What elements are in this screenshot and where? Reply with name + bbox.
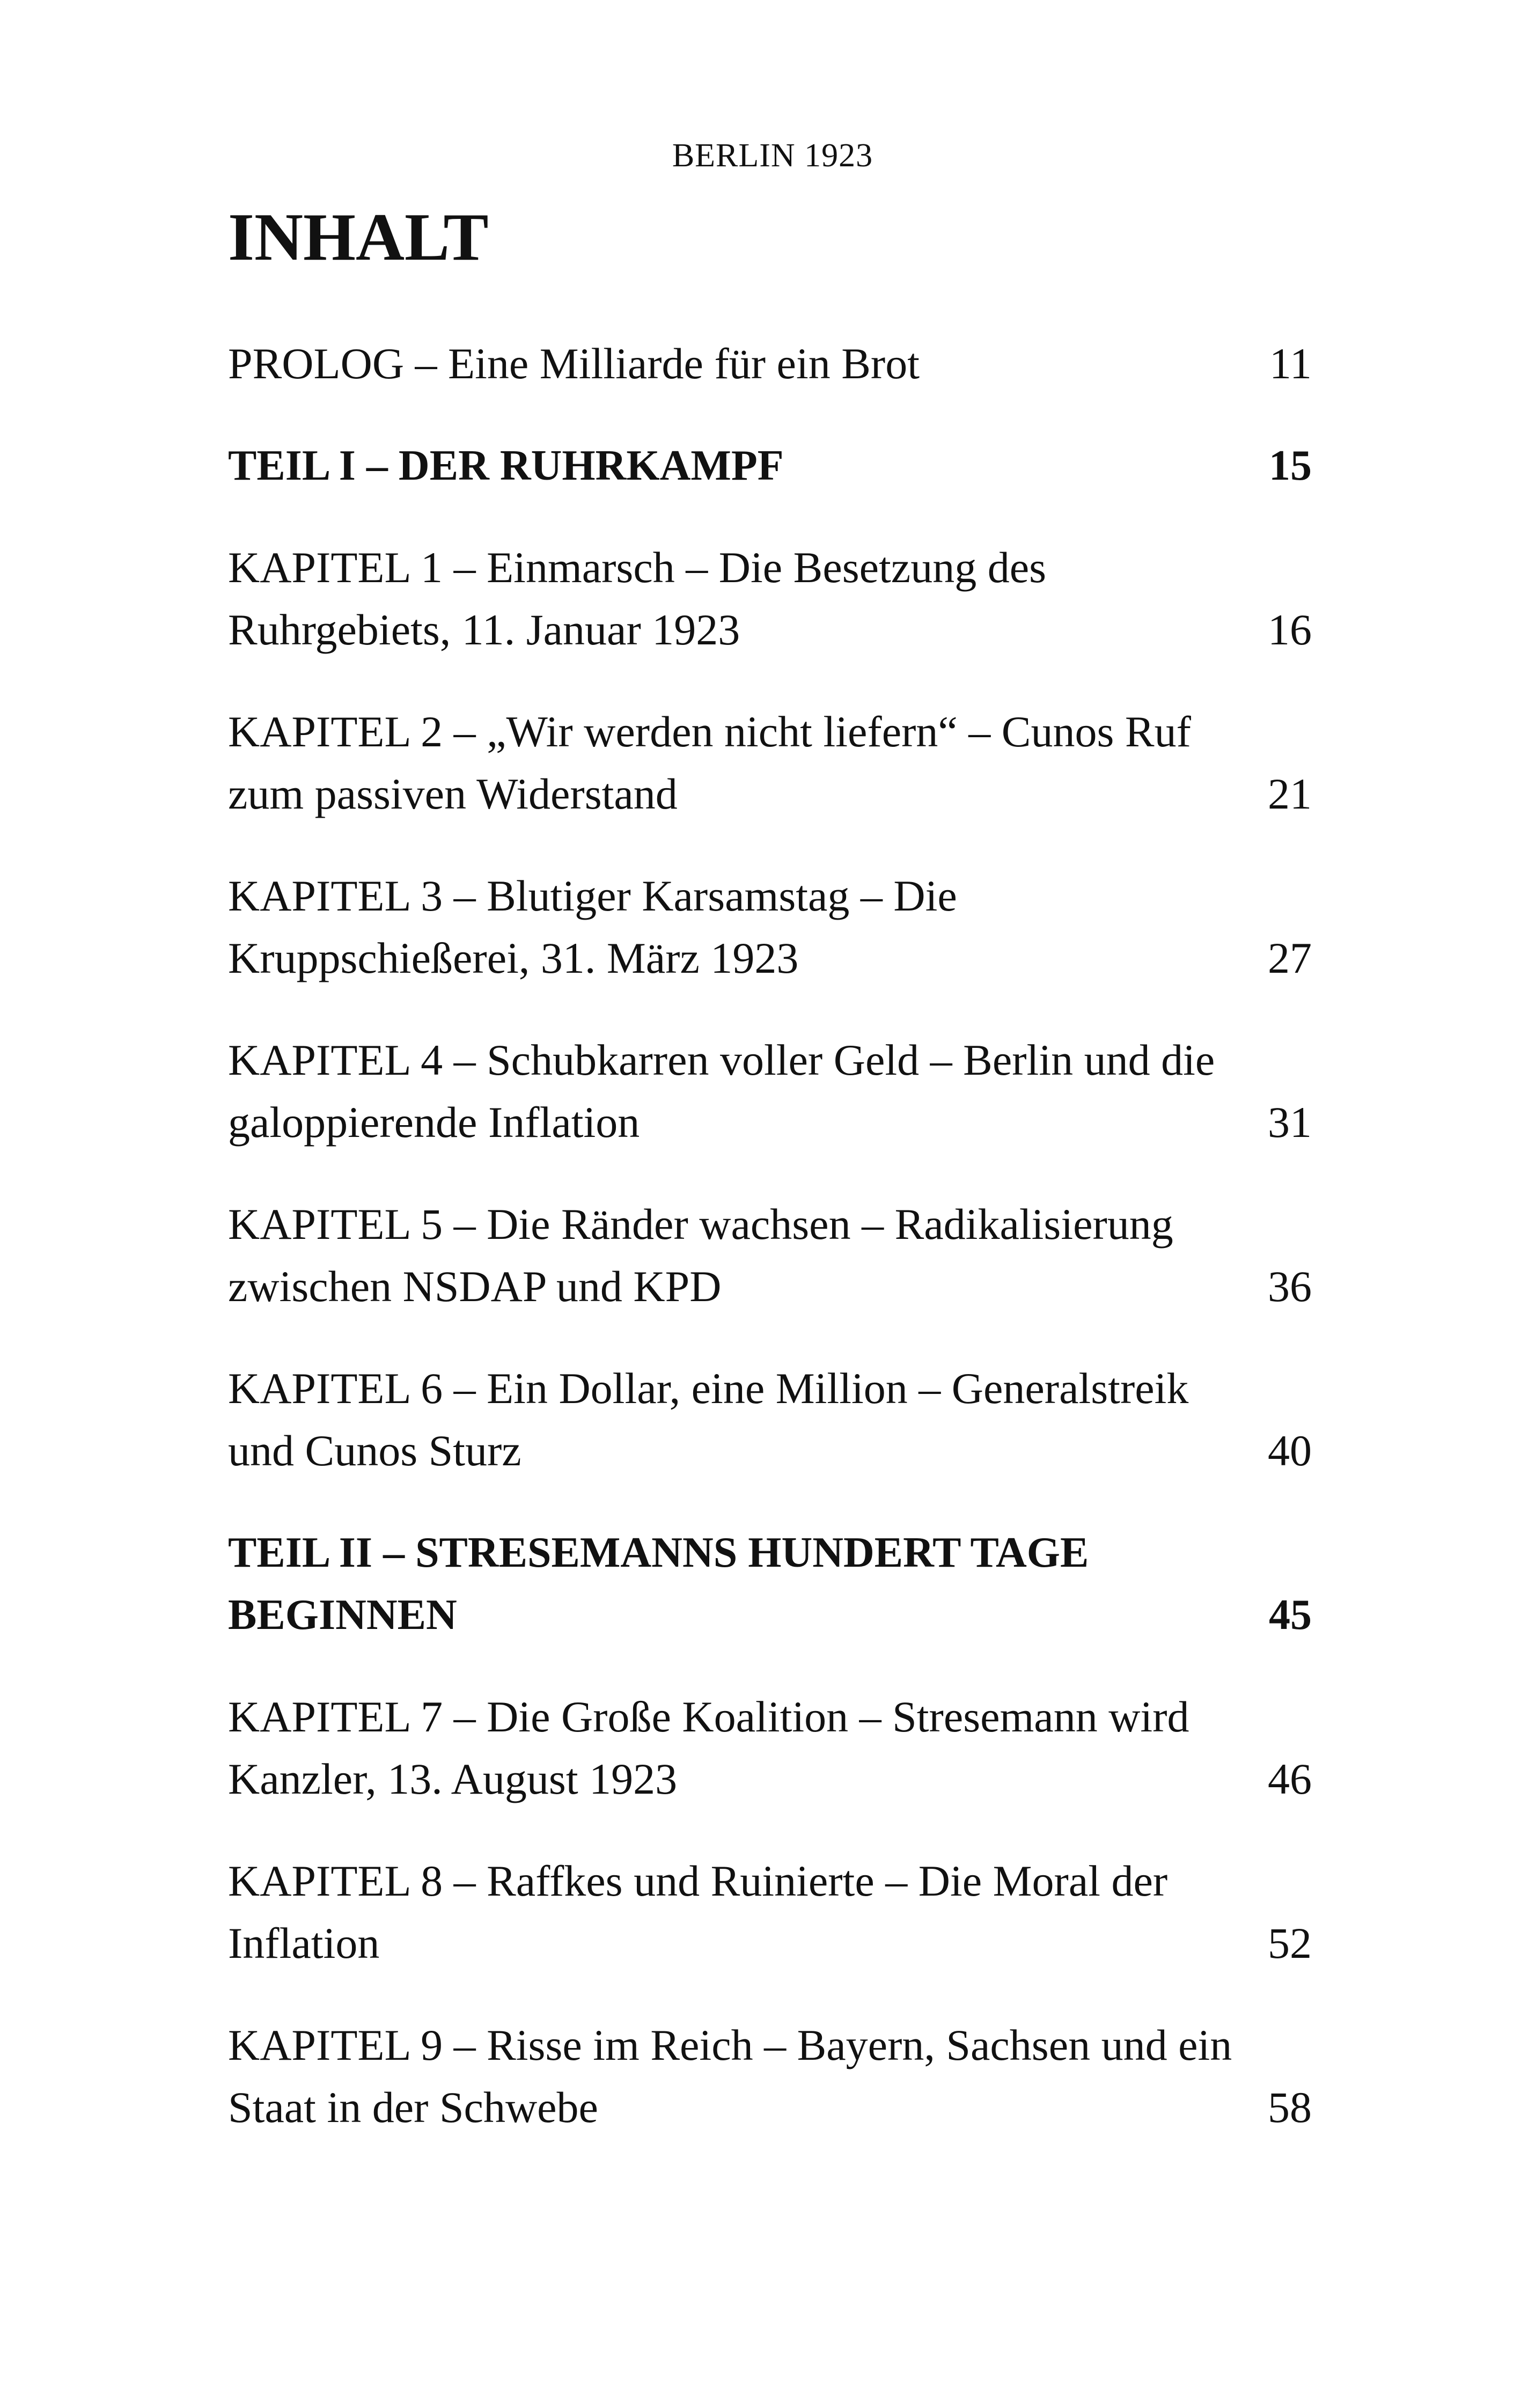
- toc-entry-title: KAPITEL 4 – Schubkarren voller Geld – Berlin und die galoppierende Inflation: [228, 1036, 1215, 1147]
- toc-entry-chapter-5: [228, 1193, 1317, 1318]
- toc-entry-chapter-2: [228, 701, 1317, 825]
- page-title: INHALT: [228, 200, 489, 275]
- toc-entry-page-number: 15: [1269, 442, 1312, 489]
- toc-entry-title: KAPITEL 3 – Blutiger Karsamstag – Die Kruppschießerei, 31. März 1923: [228, 871, 957, 982]
- toc-entry-chapter-4: [228, 1029, 1317, 1154]
- toc-entry-chapter-8: [228, 1850, 1317, 1974]
- toc-entry-page-number: 21: [1268, 769, 1312, 818]
- toc-entry-page-number: 36: [1268, 1262, 1312, 1311]
- book-page: [228, 0, 1317, 2408]
- toc-entry-title: PROLOG – Eine Milliarde für ein Brot: [228, 339, 920, 388]
- toc-entry-chapter-9: [228, 2014, 1317, 2139]
- toc-entry-page-number: 31: [1268, 1098, 1312, 1147]
- toc-entry-chapter-3: [228, 865, 1317, 989]
- toc-entry-page-number: 52: [1268, 1919, 1312, 1967]
- toc-entry-page-number: 16: [1268, 605, 1312, 654]
- toc-entry-title: TEIL I – DER RUHRKAMPF: [228, 442, 784, 489]
- toc-entry-page-number: 40: [1268, 1426, 1312, 1475]
- toc-entry-title: KAPITEL 1 – Einmarsch – Die Besetzung des Ruhrgebiets, 11. Januar 1923: [228, 543, 1047, 654]
- toc-entry-page-number: 45: [1269, 1591, 1312, 1639]
- toc-entry-page-number: 58: [1268, 2083, 1312, 2132]
- toc-entry-page-number: 46: [1268, 1754, 1312, 1803]
- running-head: BERLIN 1923: [672, 137, 873, 174]
- toc-entry-title: KAPITEL 7 – Die Große Koalition – Stresemann wird Kanzler, 13. August 1923: [228, 1692, 1189, 1803]
- toc-entry-page-number: 11: [1269, 339, 1312, 388]
- toc-entry-part-2: [228, 1522, 1317, 1646]
- toc-entry-chapter-7: [228, 1686, 1317, 1810]
- toc-entry-chapter-6: [228, 1357, 1317, 1482]
- toc-entry-page-number: 27: [1268, 934, 1312, 982]
- toc-entry-prolog: [228, 333, 1317, 395]
- toc-entry-title: TEIL II – STRESEMANNS HUNDERT TAGE BEGINNEN: [228, 1529, 1089, 1639]
- toc-entry-title: KAPITEL 8 – Raffkes und Ruinierte – Die Moral der Inflation: [228, 1856, 1168, 1967]
- toc-entry-title: KAPITEL 2 – „Wir werden nicht liefern“ – Cunos Ruf zum passiven Widerstand: [228, 707, 1191, 818]
- toc-entry-title: KAPITEL 9 – Risse im Reich – Bayern, Sachsen und ein Staat in der Schwebe: [228, 2021, 1232, 2132]
- table-of-contents: [228, 333, 1317, 2178]
- toc-entry-chapter-1: [228, 537, 1317, 661]
- toc-entry-part-1: [228, 435, 1317, 497]
- toc-entry-title: KAPITEL 6 – Ein Dollar, eine Million – Generalstreik und Cunos Sturz: [228, 1364, 1189, 1475]
- toc-entry-title: KAPITEL 5 – Die Ränder wachsen – Radikalisierung zwischen NSDAP und KPD: [228, 1200, 1173, 1311]
